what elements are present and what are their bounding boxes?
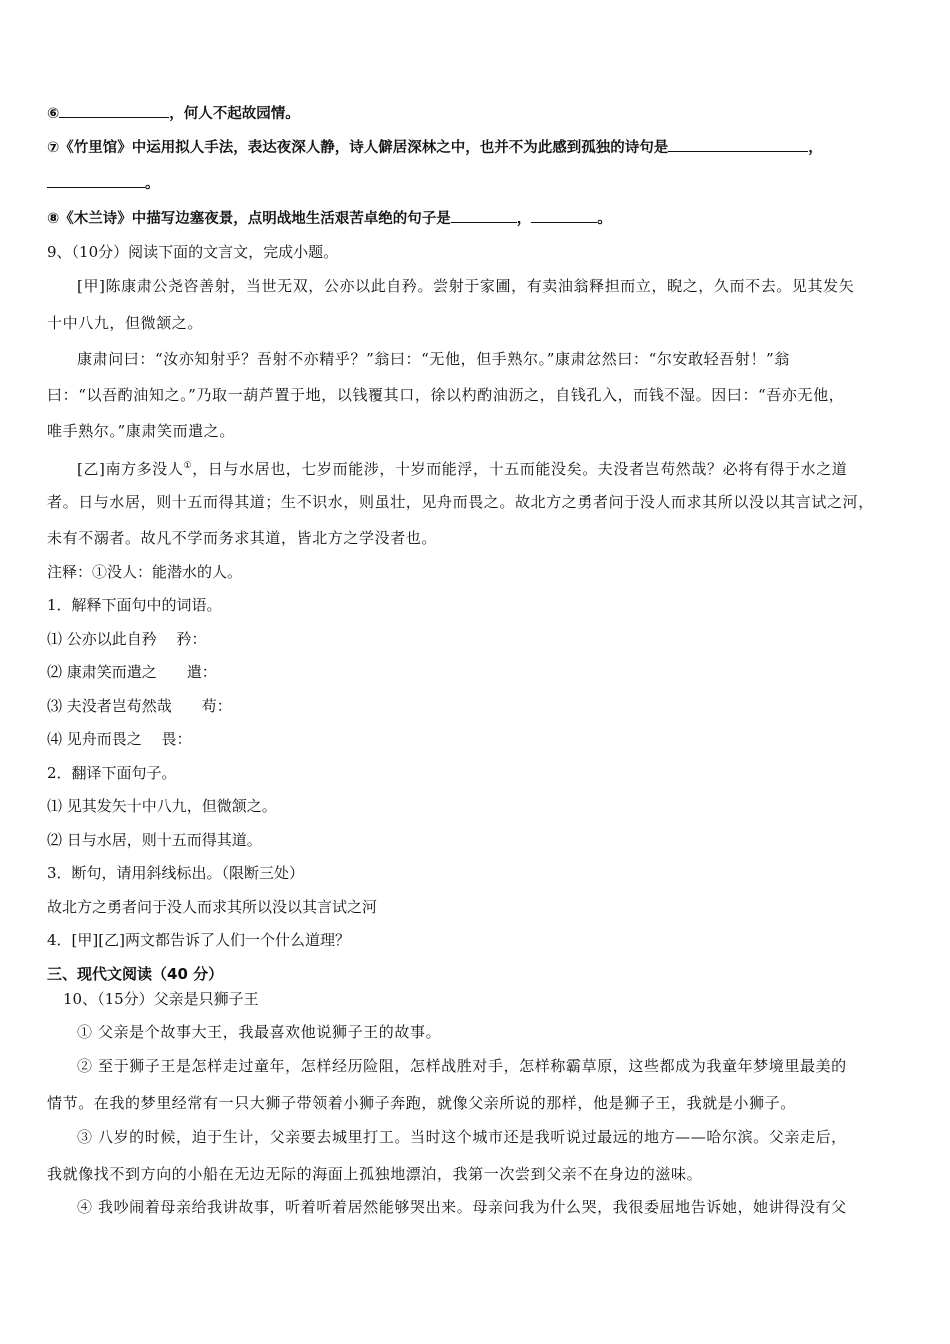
section-3-title: 三、现代文阅读（40 分） xyxy=(47,965,224,983)
sub-question-2: 2．翻译下面句子。 xyxy=(47,764,177,782)
footnote-marker: ① xyxy=(183,461,193,471)
question-7-continuation xyxy=(47,173,160,194)
answer-blank[interactable] xyxy=(59,103,169,118)
question-9-heading: 9、（10分）阅读下面的文言文，完成小题。 xyxy=(47,243,339,261)
sub-question-item: ⑴ 公亦以此自矜 矜： xyxy=(47,630,207,648)
question-7-line xyxy=(47,137,823,158)
passage-jia-line: 十中八九，但微颔之。 xyxy=(47,314,204,332)
passage-yi-line: 未有不溺者。故凡不学而务求其道，皆北方之学没者也。 xyxy=(47,529,438,547)
passage-jia-line: [甲]陈康肃公尧咨善射，当世无双，公亦以此自矜。尝射于家圃，有卖油翁释担而立，睨之，久而不去。见其发矢 xyxy=(77,277,855,295)
story-paragraph: ④ 我吵闹着母亲给我讲故事，听着听着居然能够哭出来。母亲问我为什么哭，我很委屈地告诉她，她讲得没有父 xyxy=(77,1198,847,1216)
passage-yi-line: 者。日与水居，则十五而得其道；生不识水，则虽壮，见舟而畏之。故北方之勇者问于没人而求其所以没以其言试之河， xyxy=(47,493,874,511)
sub-question-1: 1．解释下面句中的词语。 xyxy=(47,596,222,614)
answer-blank[interactable] xyxy=(47,173,145,188)
passage-jia-line: 唯手熟尔。”康肃笑而遣之。 xyxy=(47,422,235,440)
question-6-line xyxy=(47,103,300,124)
question-8-comma: ， xyxy=(516,211,532,227)
story-paragraph: ② 至于狮子王是怎样走过童年，怎样经历险阻，怎样战胜对手，怎样称霸草原，这些都成为我童年梦境里最美的 xyxy=(77,1057,847,1075)
question-8-text: ⑧《木兰诗》中描写边塞夜景，点明战地生活艰苦卓绝的句子是 xyxy=(47,211,451,227)
sub-question-item: ⑵ 日与水居，则十五而得其道。 xyxy=(47,831,262,849)
answer-blank[interactable] xyxy=(668,137,808,152)
story-paragraph-line: 我就像找不到方向的小船在无边无际的海面上孤独地漂泊，我第一次尝到父亲不在身边的滋味。 xyxy=(47,1165,703,1183)
question-7-comma: ， xyxy=(808,140,823,156)
sub-question-item: 故北方之勇者问于没人而求其所以没以其言试之河 xyxy=(47,898,378,916)
passage-yi-text: ，日与水居也，七岁而能涉，十岁而能浮，十五而能没矣。夫没者岂苟然哉？必将有得于水之道 xyxy=(192,460,848,478)
answer-blank[interactable] xyxy=(451,208,517,223)
question-8-end: 。 xyxy=(597,211,612,227)
answer-blank[interactable] xyxy=(531,208,597,223)
sub-question-item: ⑶ 夫没者岂苟然哉 苟： xyxy=(47,697,232,715)
passage-jia-line: 曰：“以吾酌油知之。”乃取一葫芦置于地，以钱覆其口，徐以杓酌油沥之，自钱孔入，而钱不湿。因曰：“吾亦无他， xyxy=(47,386,845,404)
sub-question-item: ⑷ 见舟而畏之 畏： xyxy=(47,730,192,748)
story-paragraph-line: 情节。在我的梦里经常有一只大狮子带领着小狮子奔跑，就像父亲所说的那样，他是狮子王，我就是小狮子。 xyxy=(47,1094,796,1112)
sub-question-4: 4．[甲][乙]两文都告诉了人们一个什么道理？ xyxy=(47,931,350,949)
question-6-text: ，何人不起故园情。 xyxy=(169,106,300,122)
question-7-text: ⑦《竹里馆》中运用拟人手法，表达夜深人静，诗人僻居深林之中，也并不为此感到孤独的诗句是 xyxy=(47,140,669,156)
sub-question-3: 3．断句，请用斜线标出。（限断三处） xyxy=(47,864,305,882)
question-8-line xyxy=(47,208,612,229)
question-10-heading: 10、（15分）父亲是只狮子王 xyxy=(63,990,259,1008)
passage-yi-line xyxy=(77,456,847,479)
question-7-end: 。 xyxy=(145,176,160,192)
story-paragraph: ① 父亲是个故事大王，我最喜欢他说狮子王的故事。 xyxy=(77,1023,442,1041)
sub-question-item: ⑵ 康肃笑而遣之 遣： xyxy=(47,663,217,681)
question-6-number: ⑥ xyxy=(47,106,60,122)
passage-yi-text: [乙]南方多没人 xyxy=(77,460,184,478)
passage-jia-line: 康肃问曰：“汝亦知射乎？吾射不亦精乎？”翁曰：“无他，但手熟尔。”康肃忿然曰：“尔安敢轻吾射！”翁 xyxy=(77,350,790,368)
sub-question-item: ⑴ 见其发矢十中八九，但微颔之。 xyxy=(47,797,277,815)
annotation-note: 注释：①没人：能潜水的人。 xyxy=(47,563,243,581)
story-paragraph: ③ 八岁的时候，迫于生计，父亲要去城里打工。当时这个城市还是我听说过最远的地方——哈尔滨。父亲走后， xyxy=(77,1128,847,1146)
